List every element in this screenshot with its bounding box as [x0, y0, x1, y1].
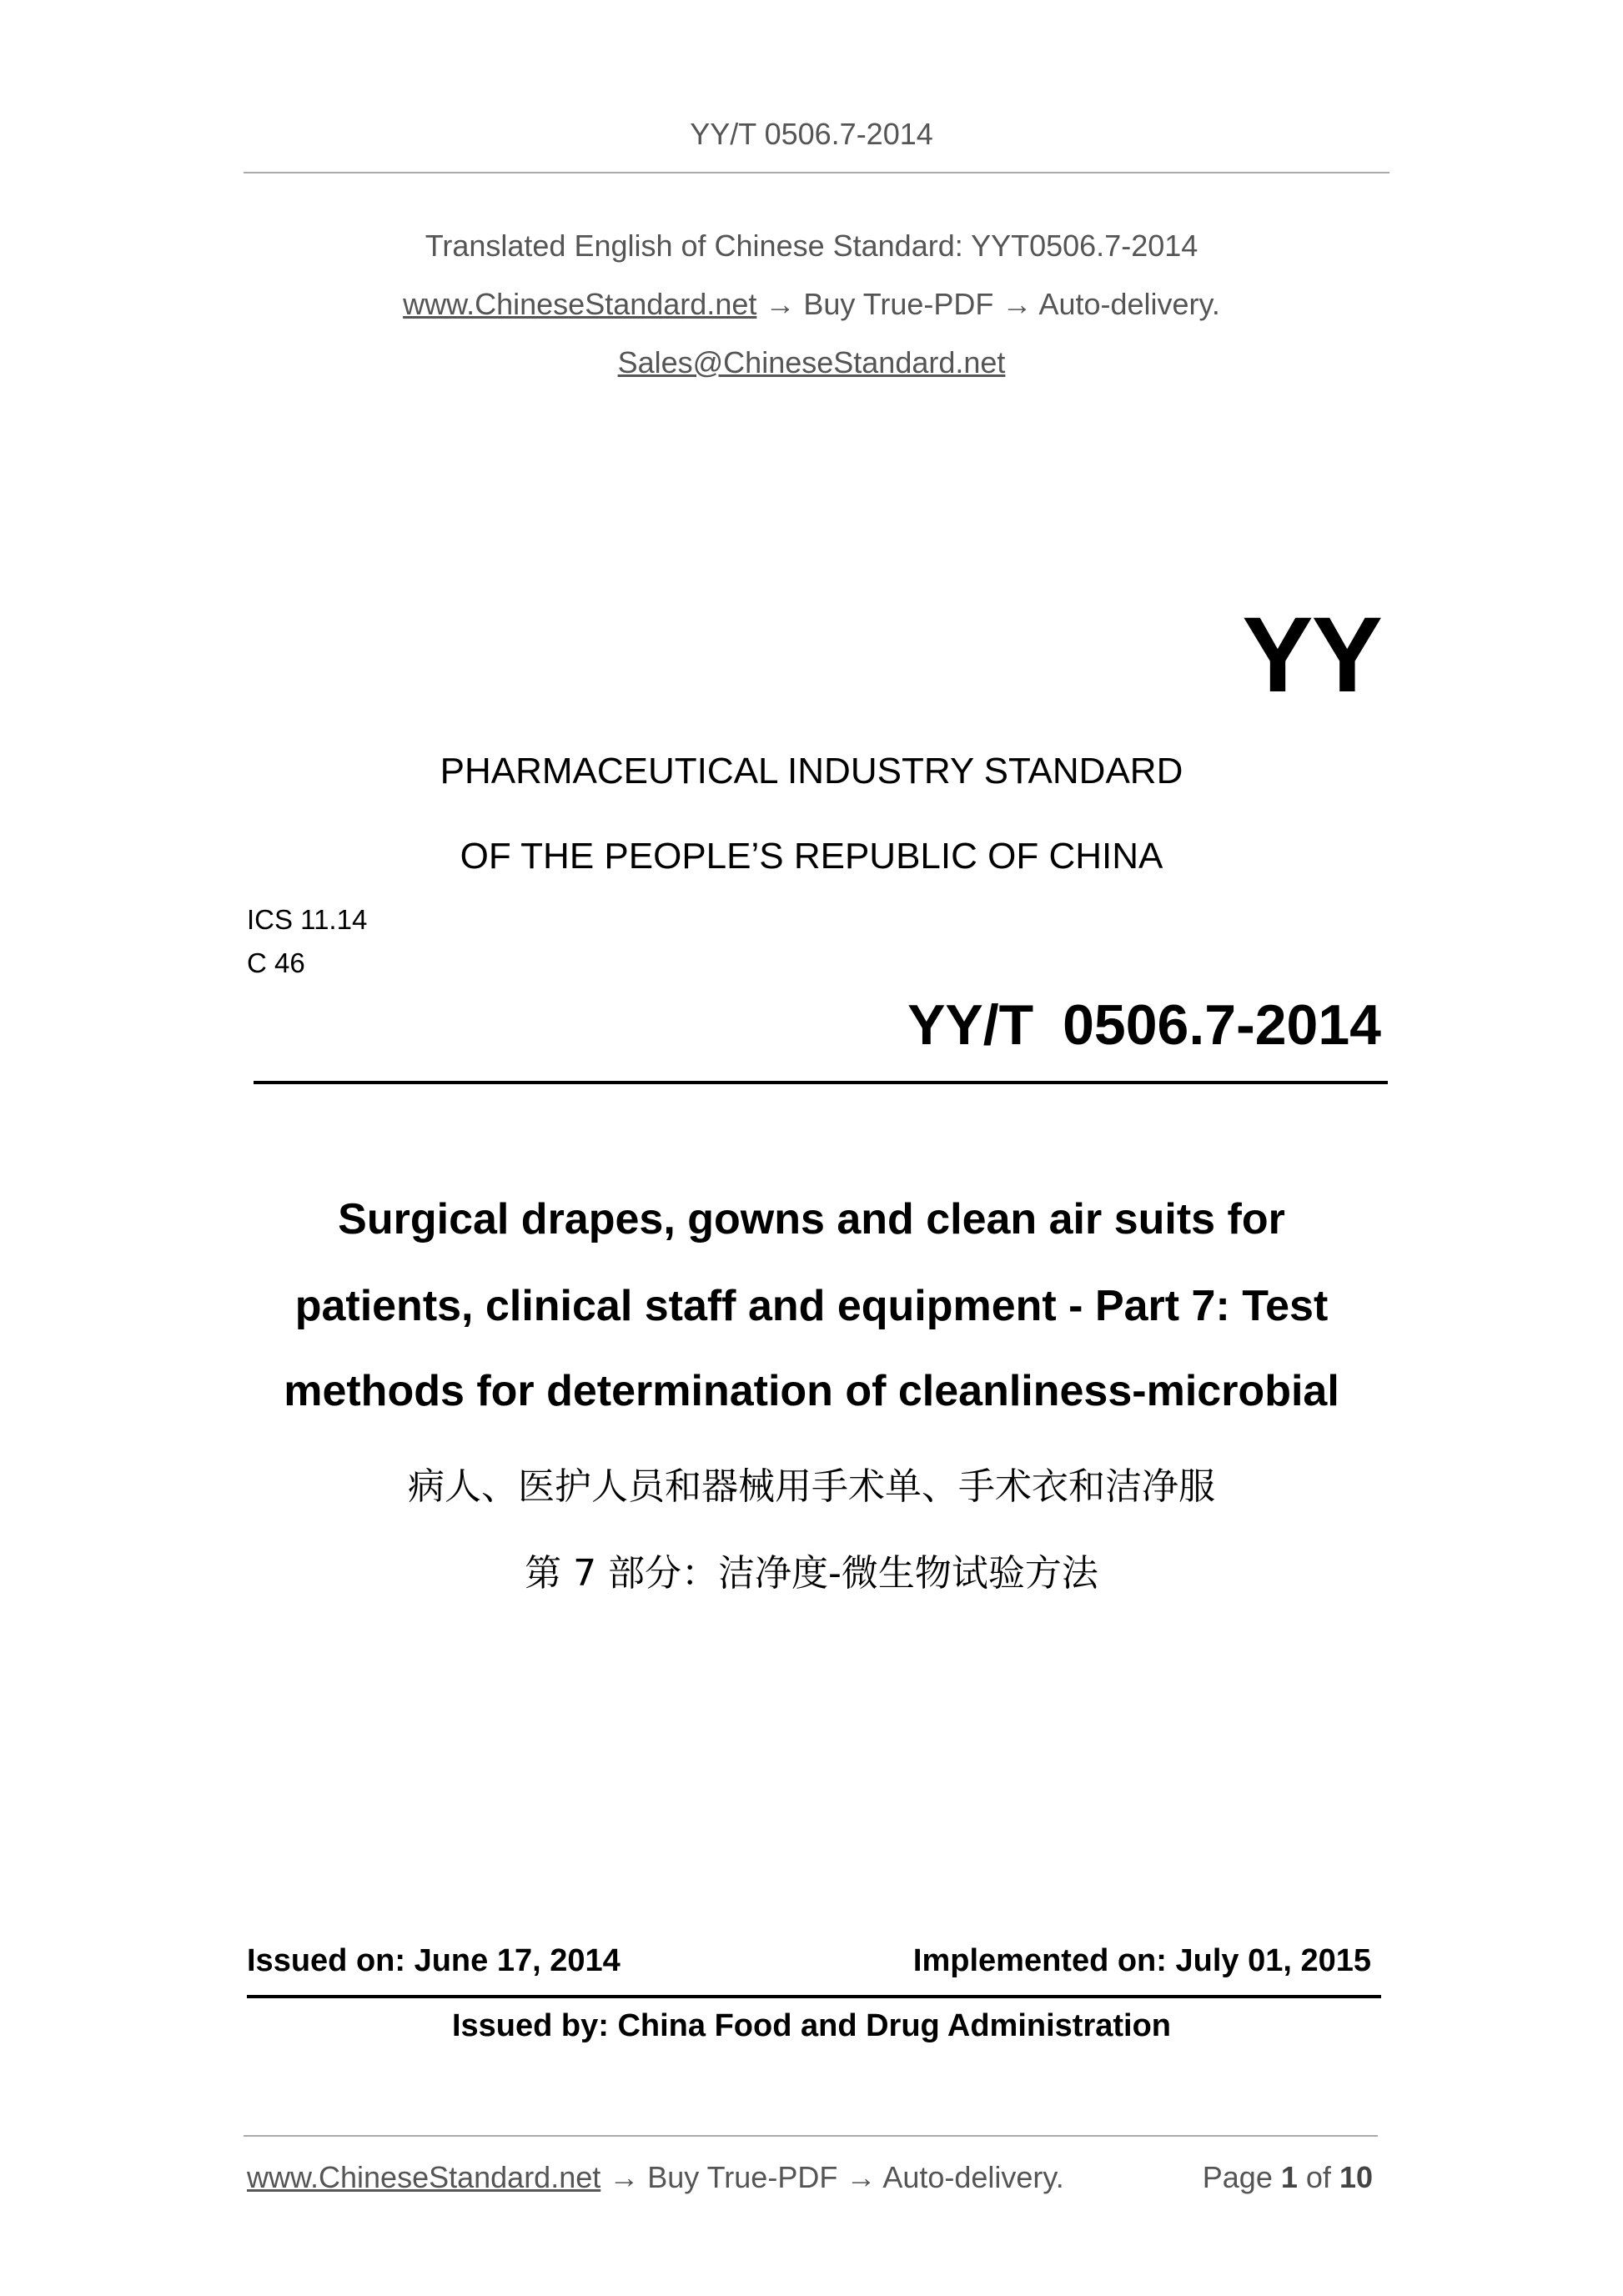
header-divider	[244, 172, 1389, 173]
footer-site-link[interactable]: www.ChineseStandard.net	[247, 2160, 601, 2194]
footer-divider	[244, 2135, 1378, 2137]
issued-on-date: Issued on: June 17, 2014	[247, 1943, 621, 1978]
page-label: Page	[1202, 2160, 1273, 2194]
footer-links	[247, 2160, 1064, 2195]
email-link[interactable]: Sales@ChineseStandard.net	[617, 345, 1006, 379]
title-en-line-3: methods for determination of cleanliness-microbial	[284, 1367, 1339, 1415]
delivery-text: → Buy True-PDF → Auto-delivery.	[756, 287, 1220, 321]
standard-code-logo: YY	[1242, 595, 1381, 715]
promo-links	[0, 287, 1623, 322]
ccs-code: C 46	[247, 947, 305, 978]
title-cn-line-2: 第 7 部分：洁净度-微生物试验方法	[525, 1552, 1098, 1595]
of-label: of	[1305, 2160, 1331, 2194]
issued-by: Issued by: China Food and Drug Administration	[451, 2008, 1172, 2043]
promo-title: Translated English of Chinese Standard: YYT0506.7-2014	[425, 229, 1198, 263]
title-en-line-1: Surgical drapes, gowns and clean air suits for	[338, 1195, 1285, 1243]
title-en-line-2: patients, clinical staff and equipment - Part 7: Test	[294, 1282, 1329, 1330]
site-link[interactable]: www.ChineseStandard.net	[403, 287, 757, 321]
page-header-id: YY/T 0506.7-2014	[690, 117, 933, 151]
standard-number-rule	[254, 1081, 1388, 1084]
ics-code: ICS 11.14	[247, 904, 368, 935]
promo-email	[0, 345, 1623, 380]
org-line-2: OF THE PEOPLE’S REPUBLIC OF CHINA	[460, 836, 1163, 877]
page-indicator	[1203, 2160, 1373, 2195]
dates-rule	[247, 1995, 1381, 1998]
org-line-1: PHARMACEUTICAL INDUSTRY STANDARD	[440, 751, 1183, 791]
standard-number: YY/T 0506.7-2014	[907, 993, 1381, 1057]
page-number: 1	[1280, 2160, 1298, 2194]
implemented-on-date: Implemented on: July 01, 2015	[912, 1943, 1371, 1978]
page-total: 10	[1339, 2160, 1373, 2194]
footer-delivery-text: → Buy True-PDF → Auto-delivery.	[600, 2160, 1064, 2194]
title-cn-line-1: 病人、医护人员和器械用手术单、手术衣和洁净服	[408, 1465, 1215, 1508]
